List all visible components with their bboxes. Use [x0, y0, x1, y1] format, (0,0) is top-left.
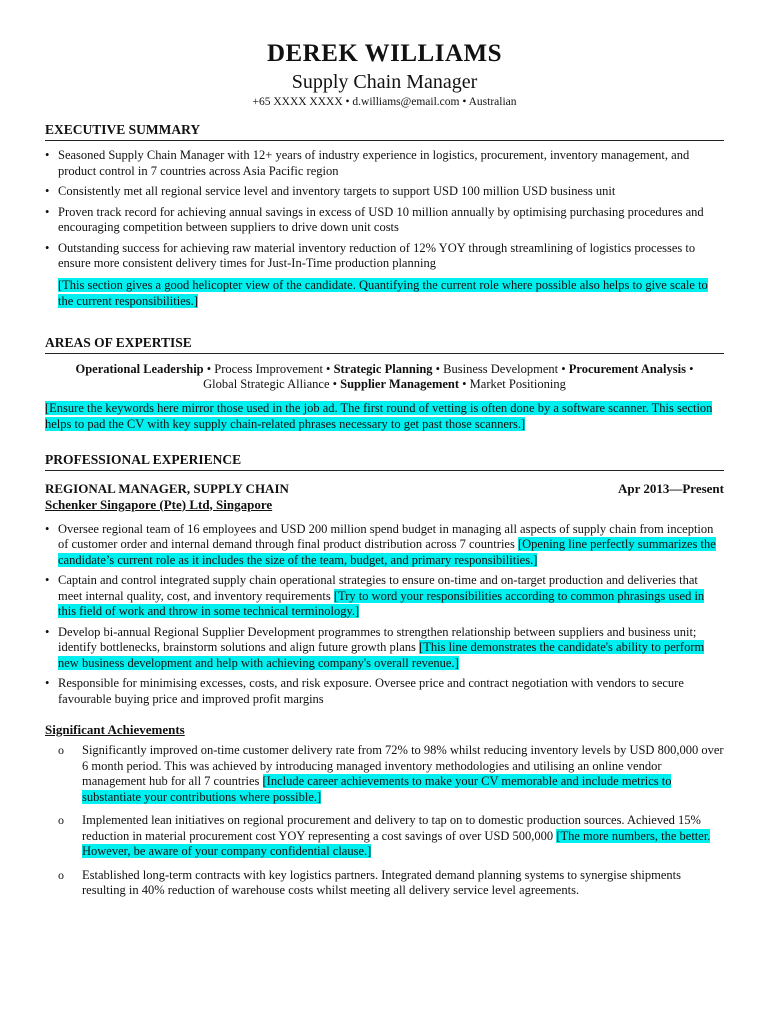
responsibilities-list [45, 522, 724, 708]
responsibility-text: Responsible for minimising excesses, costs, and risk exposure. Oversee price and contract negotiation with vendors to secure favourable buying price and improved profit margins [58, 676, 684, 706]
summary-bullet: • Outstanding success for achieving raw material inventory reduction of 12% YOY through streamlining of logistics processes to ensure more consistent delivery times for Just-In-Time production planning [45, 241, 724, 272]
job-header [45, 481, 724, 497]
expertise-keyword: Operational Leadership [75, 361, 204, 376]
summary-note [45, 277, 724, 309]
separator: • [203, 361, 215, 376]
responsibility-text: Captain and control integrated supply chain operational strategies to ensure on-time and on-target production and deliveries that meet internal quality, cost, and inventory requirements [58, 573, 698, 603]
highlighted-note: [Opening line perfectly summarizes the candidate’s current role as it includes the size of the team, budget, and primary responsibilities.] [58, 537, 716, 567]
expertise-keyword: Supplier Management [340, 377, 460, 391]
achievement-text: Implemented lean initiatives on regional procurement and delivery to tap on to domestic production sources. Achieved 15% reduction in material procurement cost YOY representing a cost savings of over USD 500,000 [82, 813, 701, 843]
job-dates: Apr 2013—Present [617, 480, 724, 496]
candidate-name: DEREK WILLIAMS [266, 40, 503, 67]
expertise-note [45, 400, 724, 432]
candidate-title: Supply Chain Manager [291, 71, 478, 93]
highlighted-note: [Try to word your responsibilities according to common phrasings used in this field of work and throw in some technical terminology.] [58, 588, 705, 618]
highlighted-note: [The more numbers, the better. However, be aware of your company confidential clause.] [82, 828, 711, 858]
separator: • [322, 361, 334, 376]
highlighted-note: [Ensure the keywords here mirror those used in the job ad. The first round of vetting is often done by a software scanner. This section helps to pad the CV with key supply chain-related phrases necessary to get past those scanners.] [45, 400, 713, 431]
responsibility-bullet [45, 573, 724, 620]
contact-line: +65 XXXX XXXX • d.williams@email.com • Australian [252, 96, 517, 108]
highlighted-note: [This section gives a good helicopter view of the candidate. Quantifying the current role where possible also helps to give scale to the current responsibilities.] [58, 277, 708, 308]
summary-bullet: • Proven track record for achieving annual savings in excess of USD 10 million annually by optimising purchasing procedures and encouraging competition between suppliers to drive down unit costs [45, 205, 724, 236]
highlighted-note: [Include career achievements to make your CV memorable and include metrics to substantiate your contributions where possible.] [82, 774, 672, 804]
responsibility-text: Develop bi-annual Regional Supplier Development programmes to strengthen relationship between suppliers and business unit; identify bottlenecks, brainstorm solutions and align future growth plans [58, 624, 697, 654]
executive-summary-heading: EXECUTIVE SUMMARY [45, 122, 724, 141]
achievement-item [58, 743, 724, 805]
separator: • [432, 361, 444, 376]
achievement-text: Significantly improved on-time customer delivery rate from 72% to 98% whilst reducing inventory levels by USD 800,000 over 6 month period. This was achieved by introducing managed inventory methodologies and utilising an online vendor management hub for all 7 countries [82, 743, 724, 788]
areas-of-expertise-heading: AREAS OF EXPERTISE [45, 335, 724, 354]
responsibility-bullet [45, 522, 724, 569]
expertise-keyword: Business Development [443, 361, 559, 376]
separator: • [685, 361, 694, 376]
expertise-keyword: Process Improvement [214, 361, 323, 376]
expertise-keyword: Global Strategic Alliance [203, 377, 330, 391]
achievement-item [58, 868, 724, 899]
separator: • [558, 361, 569, 376]
company-name: Schenker Singapore (Pte) Ltd, Singapore [45, 496, 273, 512]
achievement-item [58, 813, 724, 860]
responsibility-text: Oversee regional team of 16 employees and USD 200 million spend budget in managing all aspects of supply chain from inception of customer order and internal demand through final product distribution across 7 countries [58, 521, 714, 551]
summary-bullet: • Seasoned Supply Chain Manager with 12+ years of industry experience in logistics, procurement, inventory management, and product control in 7 countries across Asia Pacific region [45, 148, 724, 179]
expertise-line-2 [45, 377, 724, 393]
achievement-text: Established long-term contracts with key logistics partners. Integrated demand planning systems to synergise shipments resulting in 40% reduction of warehouse costs whilst meeting all delivery service level agreements. [82, 867, 681, 897]
summary-list [45, 148, 724, 272]
separator: • [329, 377, 341, 391]
separator: • [459, 377, 470, 391]
highlighted-note: [This line demonstrates the candidate's ability to perform new business development and help with achieving company's overall revenue.] [58, 640, 705, 670]
significant-achievements-heading: Significant Achievements [45, 722, 185, 737]
expertise-keyword: Procurement Analysis [568, 361, 686, 376]
summary-bullet: • Consistently met all regional service level and inventory targets to support USD 100 million USD business unit [45, 184, 724, 200]
expertise-line-1 [45, 362, 724, 378]
job-title: REGIONAL MANAGER, SUPPLY CHAIN [45, 480, 289, 496]
responsibility-bullet [45, 676, 724, 707]
responsibility-bullet [45, 625, 724, 672]
expertise-keyword: Market Positioning [469, 377, 566, 391]
professional-experience-heading: PROFESSIONAL EXPERIENCE [45, 452, 724, 471]
expertise-keyword: Strategic Planning [333, 361, 433, 376]
achievements-list [45, 743, 724, 899]
